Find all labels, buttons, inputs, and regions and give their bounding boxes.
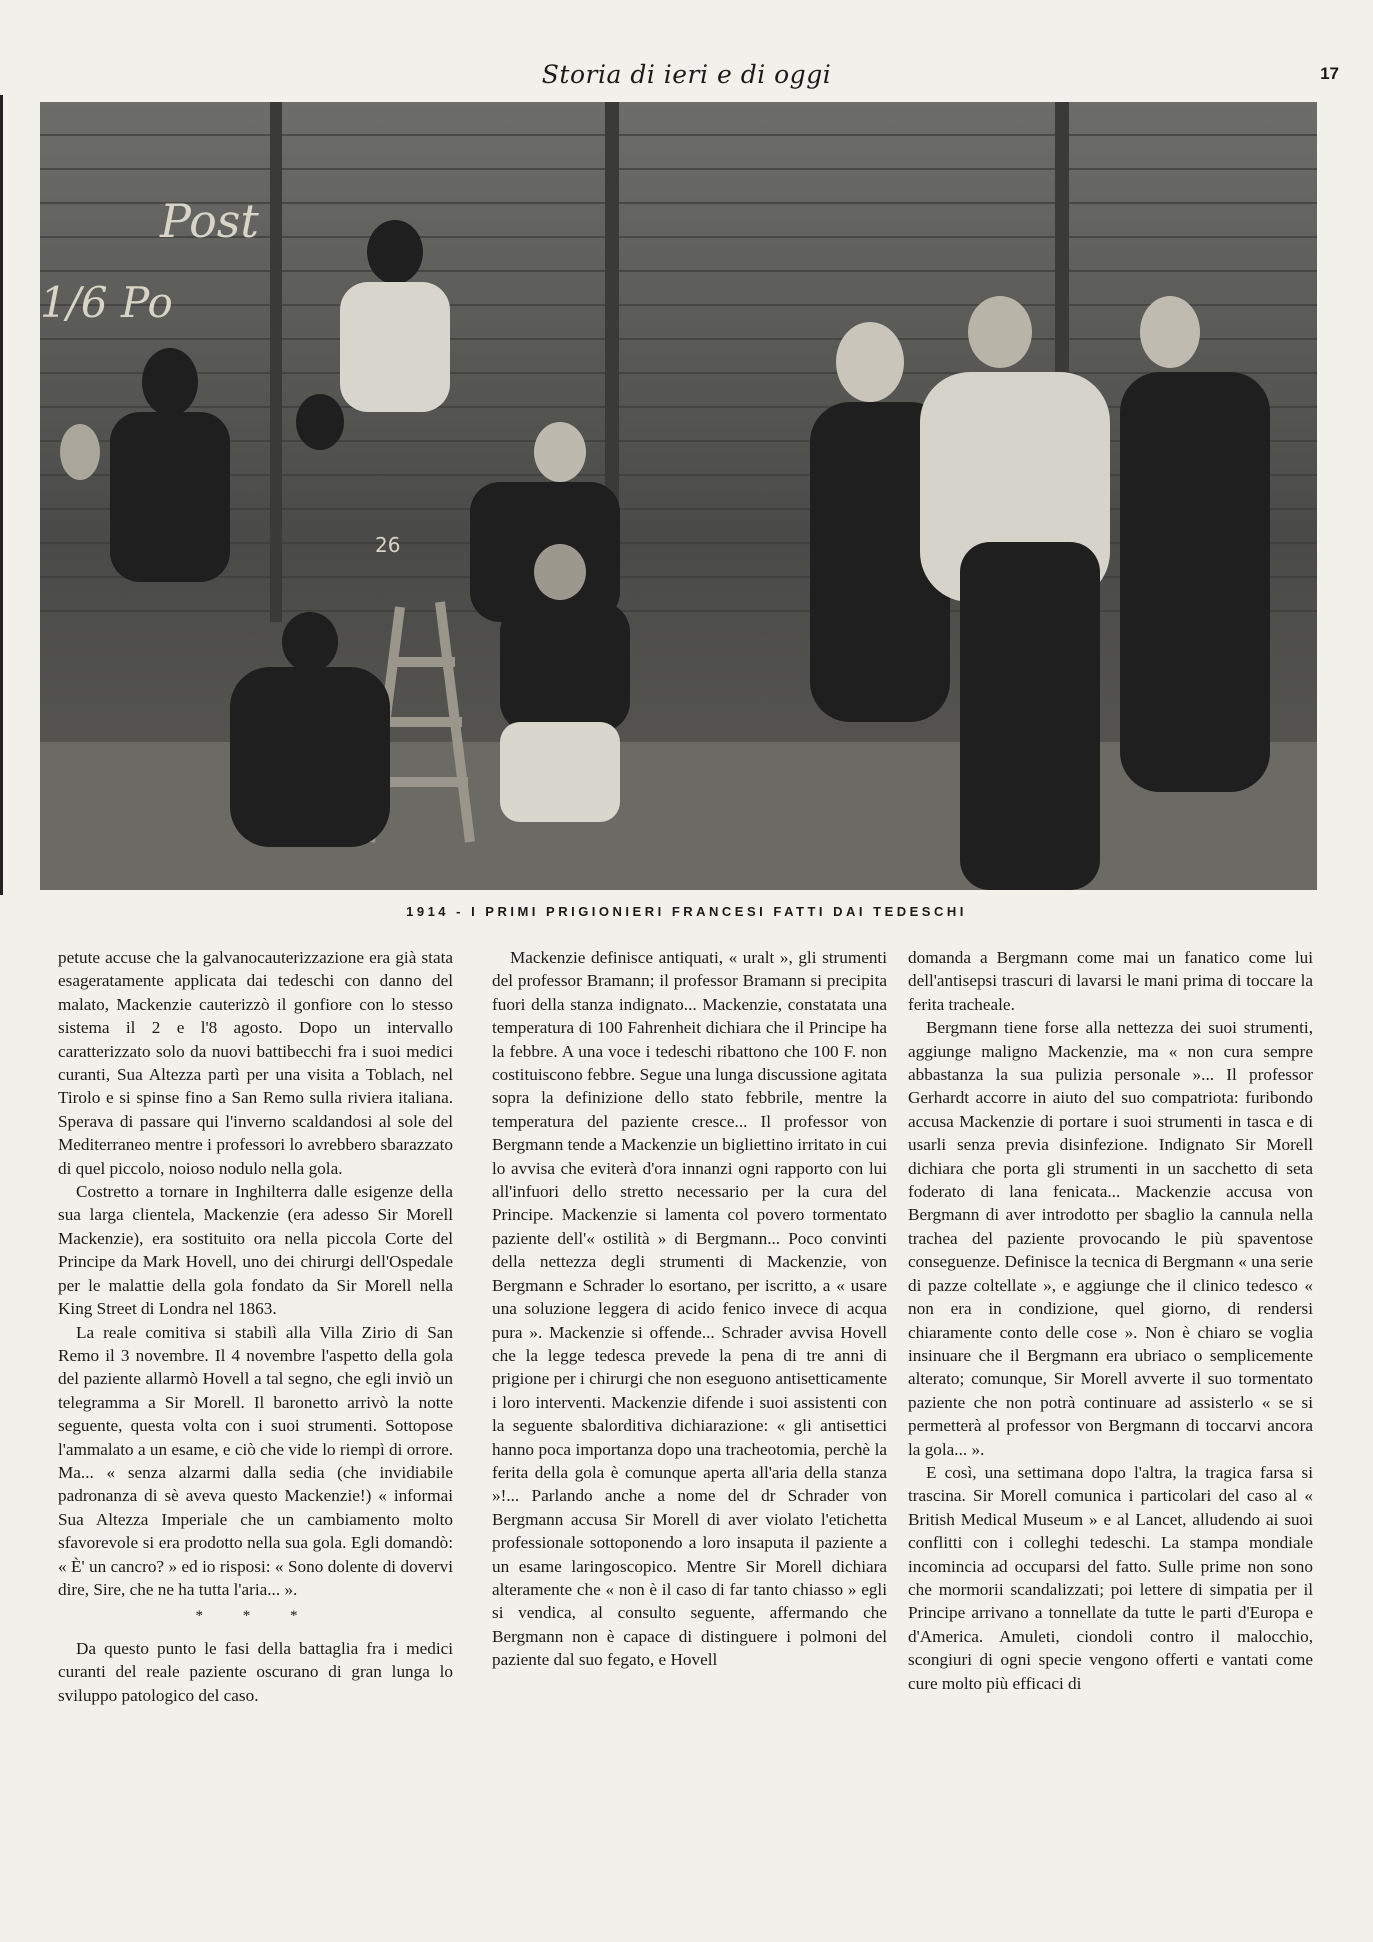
paragraph: Da questo punto le fasi della battaglia fra i medici curanti del reale paziente oscurano di gran lunga lo sviluppo patologico del caso.	[58, 1638, 453, 1705]
text-column-1	[58, 946, 453, 1707]
page-edge-rule	[0, 95, 3, 895]
photo-caption: 1914 - I PRIMI PRIGIONIERI FRANCESI FATTI DAI TEDESCHI	[406, 904, 967, 919]
chalk-marking-wagon: 26	[375, 533, 401, 557]
page-header	[0, 56, 1373, 96]
historical-photograph	[40, 102, 1317, 890]
page-number: 17	[1320, 64, 1339, 83]
chalk-marking-number: 1/6 Po	[40, 278, 173, 327]
chalk-marking-post: Post	[160, 194, 259, 248]
photograph-image-icon	[40, 102, 1317, 890]
paragraph: Costretto a tornare in Inghilterra dalle esigenze della sua larga clientela, Mackenzie (era adesso Sir Morell Mackenzie), era sostituito ora nella piccola Corte del Principe da Mark Hovell, uno dei chirurgi dell'Ospedale per le malattie della gola fondato da Sir Morell nella King Street di Londra nel 1863.	[58, 1182, 453, 1319]
paragraph: Bergmann tiene forse alla nettezza dei suoi strumenti, aggiunge maligno Mackenzie, ma « non cura sempre abbastanza la sua pulizia personale »... Il professor Gerhardt accorre in aiuto del suo compatriota: furibondo accusa Mackenzie di portare i suoi strumenti in tasca e di usarli senza previa disinfezione. Indignato Sir Morell dichiara che porta gli strumenti in un sacchetto di seta foderato di lana fenicata... Mackenzie accusa von Bergmann di aver introdotto per sbaglio la cannula nella trachea del paziente provocando le più spaventose conseguenze. Definisce la tecnica di Bergmann « una serie di pazze coltellate », e aggiunge che il clinico tedesco « non era in condizione, quel giorno, di rendersi chiaramente conto delle cose ». Non è chiaro se voglia insinuare che il Bergmann era ubriaco o semplicemente alterato; comunque, Sir Morell avverte il suo tormentato paziente che non potrà continuare ad assisterlo « se si permetterà al professor von Bergmann di toccarvi ancora la gola... ».	[908, 1018, 1313, 1459]
paragraph: Mackenzie definisce antiquati, « uralt », gli strumenti del professor Bramann; il professor Bramann si precipita fuori della stanza indignato... Mackenzie, constatata una temperatura di 100 Fahrenheit dichiara che il Principe ha la febbre. A una voce i tedeschi ribattono che 100 F. non costituiscono febbre. Segue una lunga discussione agitata sopra la definizione dello stato febbrile, mentre la temperatura del paziente cresce... Il professor von Bergmann tende a Mackenzie un bigliettino irritato in cui lo avvisa che eviterà d'ora innanzi ogni rapporto con lui all'infuori dello stretto necessario per la cura del Principe. Mackenzie si lamenta col povero tormentato paziente dell'« ostilità » di Bergmann... Poco convinti della nettezza degli strumenti di Mackenzie, von Bergmann e Schrader lo esortano, per iscritto, a « usare una soluzione leggera di acido fenico invece di acqua pura ». Mackenzie si offende... Schrader avvisa Hovell che la legge tedesca prevede la pena di tre anni di prigione per i chirurgi che non eseguono antisetticamente i loro interventi. Mackenzie difende i suoi assistenti con la seguente sbalorditiva dichiarazione: « gli antisettici hanno poca importanza dopo una tracheotomia, perchè la ferita della gola è comunque aperta all'aria della stanza »!... Parlando anche a nome del dr Schrader von Bergmann accusa Sir Morell di aver violato l'etichetta professionale sottoponendo a loro insaputa il paziente a un esame laringoscopico. Mentre Sir Morell dichiara alteramente che « non è il caso di far tanto chiasso » egli si vendica, al consulto seguente, affermando che Bergmann non è capace di distinguere i polmoni del paziente dal suo fegato, e Hovell	[492, 948, 887, 1670]
masthead-title: Storia di ieri e di oggi	[541, 60, 832, 89]
paragraph: La reale comitiva si stabilì alla Villa Zirio di San Remo il 3 novembre. Il 4 novembre l'aspetto della gola del paziente allarmò Hovell a tal segno, che egli inviò un telegramma a Sir Morell. Il baronetto arrivò la notte seguente, questa volta con i suoi strumenti. Sottopose l'ammalato a un esame, e ciò che vide lo riempì di orrore. Ma... « senza alzarmi dalla sedia (che invidiabile padronanza di sè aveva questo Mackenzie!) « informai Sua Altezza Imperiale che un cambiamento molto sfavorevole si era prodotto nella sua gola. Egli domandò: « È' un cancro? » ed io risposi: « Sono dolente di dovervi dire, Sire, che ne ha tutta l'aria... ».	[58, 1322, 453, 1599]
text-column-2	[492, 946, 887, 1672]
article-body	[58, 946, 1318, 1926]
section-separator: * * *	[195, 1608, 316, 1625]
text-column-3	[908, 946, 1313, 1695]
paragraph: petute accuse che la galvanocauterizzazione era già stata esageratamente applicata dai tedeschi con danno del malato, Mackenzie cauterizzò il gonfiore con lo stesso sistema il 2 e l'8 agosto. Dopo un intervallo caratterizzato solo da nuovi battibecchi fra i suoi medici curanti, Sua Altezza partì per una visita a Toblach, nel Tirolo e si spinse fino a San Remo sulla riviera italiana. Sperava di passare qui l'inverno scaldandosi al sole del Mediterraneo mentre i professori lo avrebbero sbarazzato di quel piccolo, noioso nodulo nella gola.	[58, 948, 453, 1178]
paragraph: E così, una settimana dopo l'altra, la tragica farsa si trascina. Sir Morell comunica i particolari del caso al « British Medical Museum » e al Lancet, alludendo ai suoi conflitti con i colleghi tedeschi. La stampa mondiale incomincia ad occuparsi del fatto. Sulle prime non sono che mormorii scandalizzati; poi lettere di simpatia per il Principe arrivano a tonnellate da tutte le parti d'Europa e d'America. Amuleti, ciondoli contro il malocchio, scongiuri di ogni specie vengono offerti e vantati come cure molto più efficaci di	[908, 1462, 1313, 1693]
paragraph: domanda a Bergmann come mai un fanatico come lui dell'antisepsi trascuri di lavarsi le mani prima di toccare la ferita tracheale.	[908, 948, 1313, 1014]
